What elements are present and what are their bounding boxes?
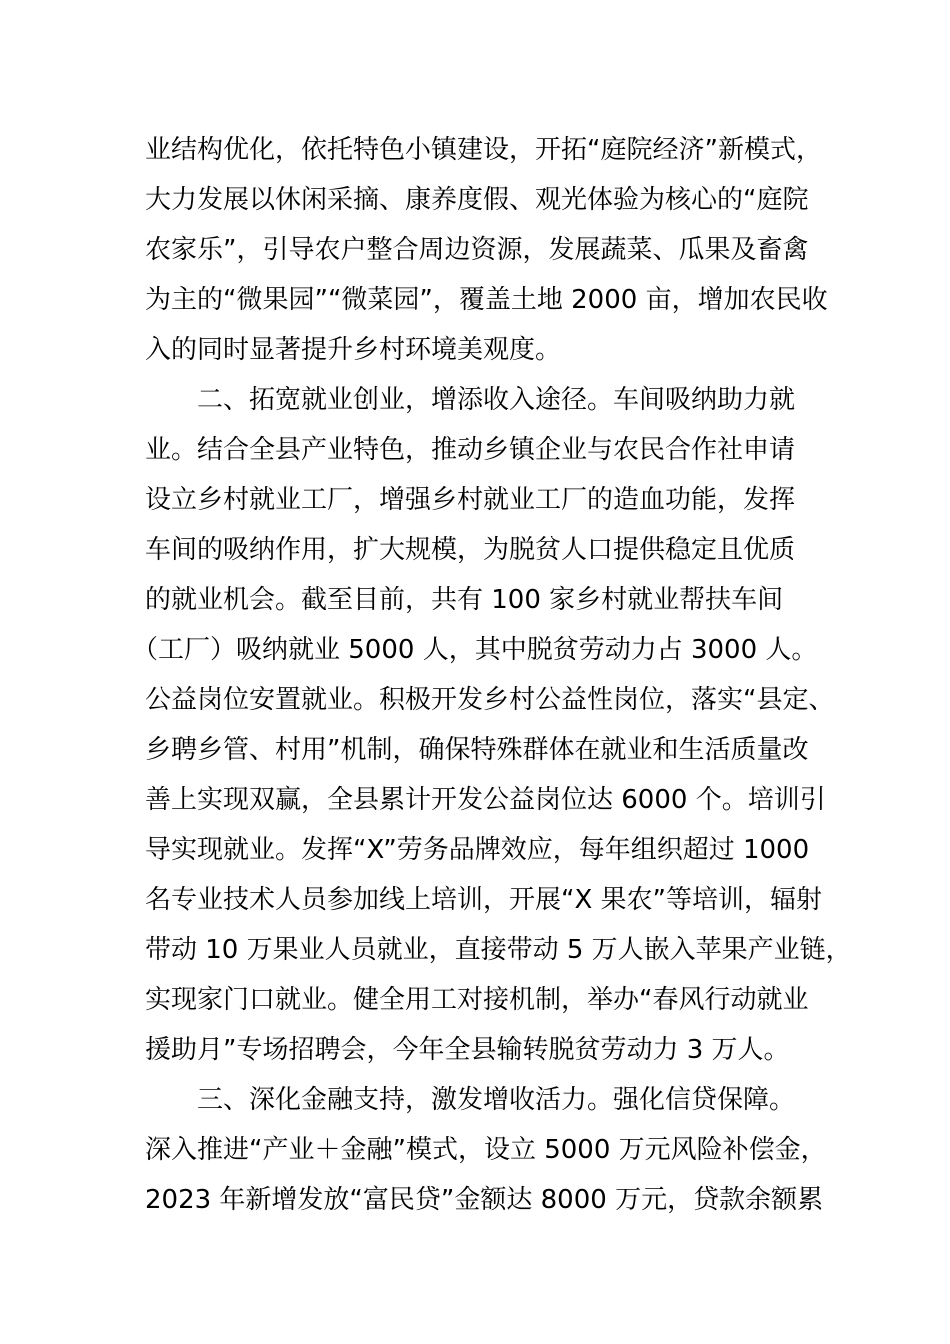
text-line: 设立乡村就业工厂，增强乡村就业工厂的造血功能，发挥 [145,485,796,515]
text-line: 车间的吸纳作用，扩大规模，为脱贫人口提供稳定且优质 [145,535,796,565]
section-heading-line: 三、深化金融支持，激发增收活力。强化信贷保障。 [197,1085,796,1115]
text-line: 农家乐”，引导农户整合周边资源，发展蔬菜、瓜果及畜禽 [145,235,809,265]
section-heading-line: 二、拓宽就业创业，增添收入途径。车间吸纳助力就 [197,385,796,415]
text-line: 乡聘乡管、村用”机制，确保特殊群体在就业和生活质量改 [145,735,809,765]
text-line: 公益岗位安置就业。积极开发乡村公益性岗位，落实“县定、 [145,685,835,715]
text-line: 善上实现双赢，全县累计开发公益岗位达 6000 个。培训引 [145,785,826,815]
text-line: 名专业技术人员参加线上培训，开展“X 果农”等培训，辐射 [145,885,823,915]
text-line: 的就业机会。截至目前，共有 100 家乡村就业帮扶车间 [145,585,784,615]
text-line: 大力发展以休闲采摘、康养度假、观光体验为核心的“庭院 [145,185,809,215]
text-line: 入的同时显著提升乡村环境美观度。 [145,335,562,365]
text-line: 2023 年新增发放“富民贷”金额达 8000 万元，贷款余额累 [145,1185,824,1215]
text-line: 带动 10 万果业人员就业，直接带动 5 万人嵌入苹果产业链， [145,935,852,965]
text-line: 为主的“微果园”“微菜园”，覆盖土地 2000 亩，增加农民收 [145,285,828,315]
text-line: 实现家门口就业。健全用工对接机制，举办“春风行动就业 [145,985,809,1015]
text-line: 业。结合全县产业特色，推动乡镇企业与农民合作社申请 [145,435,796,465]
text-line: （工厂）吸纳就业 5000 人，其中脱贫劳动力占 3000 人。 [132,635,818,665]
text-line: 业结构优化，依托特色小镇建设，开拓“庭院经济”新模式， [145,135,822,165]
text-line: 援助月”专场招聘会，今年全县输转脱贫劳动力 3 万人。 [145,1035,790,1065]
text-line: 导实现就业。发挥“X”劳务品牌效应，每年组织超过 1000 [145,835,810,865]
text-line: 深入推进“产业＋金融”模式，设立 5000 万元风险补偿金， [145,1135,827,1165]
